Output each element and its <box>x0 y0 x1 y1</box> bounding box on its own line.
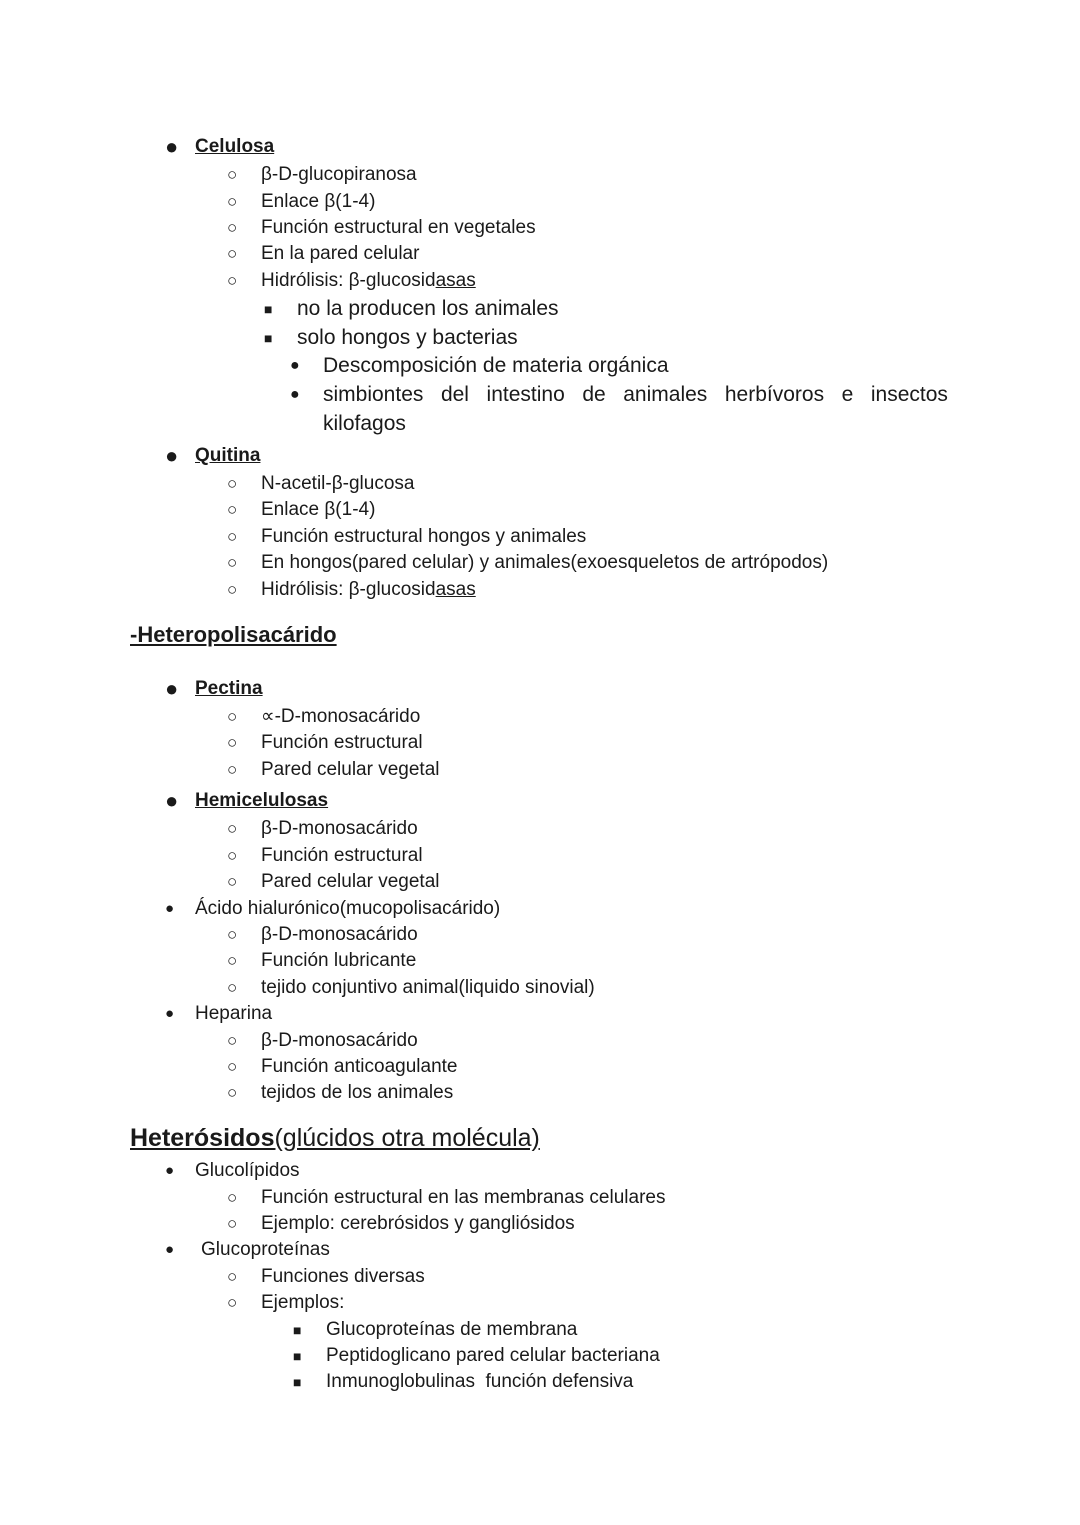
bullet-icon: ● <box>165 443 179 468</box>
circle-bullet-icon: ○ <box>227 1267 238 1286</box>
circle-bullet-icon: ○ <box>227 271 238 290</box>
square-bullet-icon: ■ <box>264 301 273 317</box>
item-title: Glucolípidos <box>195 1160 300 1181</box>
circle-bullet-icon: ○ <box>227 978 238 997</box>
circle-bullet-icon: ○ <box>227 474 238 493</box>
bullet-icon: ● <box>290 357 300 374</box>
bullet-icon: ● <box>165 1005 175 1022</box>
circle-bullet-icon: ○ <box>227 500 238 519</box>
circle-bullet-icon: ○ <box>227 872 238 891</box>
circle-bullet-icon: ○ <box>227 553 238 572</box>
section-heading: -Heteropolisacárido <box>130 622 337 647</box>
circle-bullet-icon: ○ <box>227 580 238 599</box>
circle-bullet-icon: ○ <box>227 218 238 237</box>
square-bullet-icon: ■ <box>293 1322 302 1338</box>
item-title: Ácido hialurónico(mucopolisacárido) <box>195 898 501 919</box>
item-title: Heparina <box>195 1003 273 1024</box>
justified-text-line: simbiontes del intestino de animales herbívoros e insectos <box>323 383 948 406</box>
bullet-icon: ● <box>165 1162 175 1179</box>
bullet-icon: ● <box>165 1241 175 1258</box>
circle-bullet-icon: ○ <box>227 707 238 726</box>
circle-bullet-icon: ○ <box>227 1214 238 1233</box>
item-title: Quitina <box>195 445 261 466</box>
circle-bullet-icon: ○ <box>227 1083 238 1102</box>
circle-bullet-icon: ○ <box>227 925 238 944</box>
item-title: Pectina <box>195 678 263 699</box>
circle-bullet-icon: ○ <box>227 846 238 865</box>
continuation-text: kilofagos <box>323 412 406 435</box>
square-bullet-icon: ■ <box>264 330 273 346</box>
circle-bullet-icon: ○ <box>227 192 238 211</box>
circle-bullet-icon: ○ <box>227 951 238 970</box>
circle-bullet-icon: ○ <box>227 1057 238 1076</box>
circle-bullet-icon: ○ <box>227 819 238 838</box>
bullet-icon: ● <box>165 134 179 159</box>
circle-bullet-icon: ○ <box>227 1293 238 1312</box>
item-title: Glucoproteínas <box>201 1239 330 1260</box>
circle-bullet-icon: ○ <box>227 733 238 752</box>
circle-bullet-icon: ○ <box>227 165 238 184</box>
circle-bullet-icon: ○ <box>227 760 238 779</box>
item-title: Hemicelulosas <box>195 790 329 811</box>
square-bullet-icon: ■ <box>293 1348 302 1364</box>
document-page: ● Celulosa ○ β-D-glucopiranosa ○ Enlace β(1-4) ○ Función estructural en vegetales ○ En la pared celular ○ Hidrólisis: β-glucosidasas ■ no la producen los animales ■ solo hongos y bacterias ● Descomposición de materia orgánica ● simbiontes del intestino de animales herbívoros e insectos kilofagos ● Quitina ○ N-acetil-β-glucosa ○ Enlace β(1-4) ○ Función estructural hongos y animales ○ En hongos(pared celular) y animales(exoesqueletos de artrópodos) ○ Hidrólisis: β-glucosidasas -Heteropolisacárido ● Pectina ○ ∝-D-monosacárido ○ Función estructural ○ Pared celular vegetal ● Hemicelulosas ○ β-D-monosacárido ○ Función estructural ○ Pared celular vegetal ● Ácido hialurónico(mucopolisacárido) ○ β-D-monosacárido ○ Función lubricante ○ tejido conjuntivo animal(liquido sinovial) ● Heparina ○ β-D-monosacárido ○ Función anticoagulante ○ tejidos de los animales Heterósidos(glúcidos otra molécula) ● Glucolípidos ○ Función estructural en las membranas celulares ○ Ejemplo: cerebrósidos y gangliósidos ● Glucoproteínas ○ Funciones diversas ○ Ejemplos: ■ Glucoproteínas de membrana ■ Peptidoglicano pared celular bacteriana ■ Inmunoglobulinas función defensiva <box>0 0 1080 1525</box>
square-bullet-icon: ■ <box>293 1374 302 1390</box>
circle-bullet-icon: ○ <box>227 1188 238 1207</box>
bullet-icon: ● <box>165 676 179 701</box>
circle-bullet-icon: ○ <box>227 1031 238 1050</box>
circle-bullet-icon: ○ <box>227 244 238 263</box>
bullet-icon: ● <box>165 788 179 813</box>
bullet-icon: ● <box>290 386 300 403</box>
item-title: Celulosa <box>195 136 275 157</box>
bullet-icon: ● <box>165 900 175 917</box>
section-heading: Heterósidos(glúcidos otra molécula) <box>130 1124 540 1152</box>
circle-bullet-icon: ○ <box>227 527 238 546</box>
